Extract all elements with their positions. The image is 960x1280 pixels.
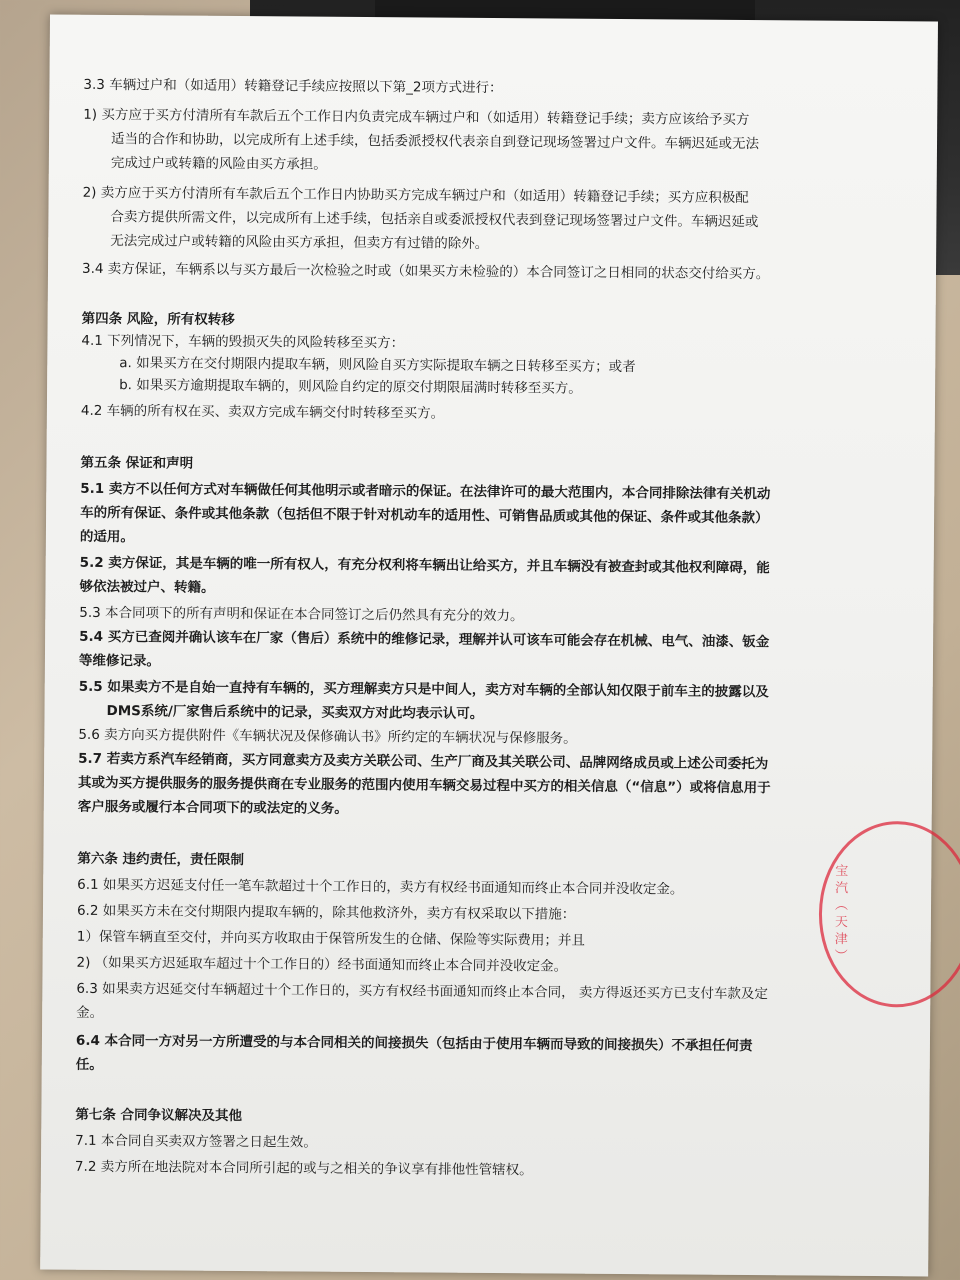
- contract-line: 5.1 卖方不以任何方式对车辆做任何其他明示或者暗示的保证。在法律许可的最大范围内，本合同排除法律有关机动: [80, 480, 771, 503]
- company-seal: [818, 821, 960, 1008]
- contract-line: 6.2 如果买方未在交付期限内提取车辆的，除其他救济外，卖方有权采取以下措施：: [76, 902, 576, 923]
- contract-line: 3.3 车辆过户和（如适用）转籍登记手续应按照以下第_2项方式进行：: [83, 76, 503, 97]
- contract-line: 的适用。: [79, 528, 134, 546]
- contract-line: 2) （如果买方迟延取车超过十个工作日的）经书面通知而终止本合同并没收定金。: [76, 954, 568, 975]
- section-heading: 第七条 合同争议解决及其他: [75, 1106, 243, 1125]
- contract-line: 7.1 本合同自买卖双方签署之日起生效。: [75, 1132, 317, 1151]
- contract-line: 6.3 如果卖方迟延交付车辆超过十个工作日的，买方有权经书面通知而终止本合同， 卖方得返还买方已支付车款及定: [76, 980, 768, 1003]
- contract-line: 7.2 卖方所在地法院对本合同所引起的或与之相关的争议享有排他性管辖权。: [74, 1158, 533, 1179]
- contract-line: 完成过户或转籍的风险由买方承担。: [110, 154, 327, 173]
- contract-line: 等维修记录。: [78, 652, 160, 670]
- contract-line: 6.1 如果买方迟延支付任一笔车款超过十个工作日的，卖方有权经书面通知而终止本合同并没收定金。: [77, 876, 684, 898]
- contract-line: b. 如果买方逾期提取车辆的，则风险自约定的原交付期限届满时转移至买方。: [119, 377, 582, 397]
- seal-text: 宝汽（天津）: [831, 863, 848, 966]
- contract-line: 适当的合作和协助，以完成所有上述手续，包括委派授权代表亲自到登记现场签署过户文件。车辆迟延或无法: [110, 130, 760, 153]
- contract-line: 5.3 本合同项下的所有声明和保证在本合同签订之后仍然具有充分的效力。: [79, 604, 524, 625]
- contract-line: 合卖方提供所需文件，以完成所有上述手续，包括亲自或委派授权代表到登记现场签署过户文件。车辆迟延或: [110, 208, 759, 231]
- contract-line: 1）保管车辆直至交付，并向买方收取由于保管所发生的仓储、保险等实际费用；并且: [76, 928, 585, 949]
- contract-line: 3.4 卖方保证，车辆系以与买方最后一次检验之时或（如果买方未检验的）本合同签订之日相同的状态交付给买方。: [81, 260, 770, 283]
- contract-line: 客户服务或履行本合同项下的或法定的义务。: [77, 798, 348, 817]
- contract-line: 车的所有保证、条件或其他条款（包括但不限于针对机动车的适用性、可销售品质或其他的保证、条件或其他条款）: [80, 504, 769, 527]
- contract-line: 够依法被过户、转籍。: [79, 578, 215, 596]
- section-heading: 第六条 违约责任，责任限制: [77, 850, 245, 869]
- contract-line: a. 如果买方在交付期限内提取车辆，则风险自买方实际提取车辆之日转移至买方；或者: [119, 355, 636, 376]
- contract-line: DMS系统/厂家售后系统中的记录，买卖双方对此均表示认可。: [106, 702, 484, 722]
- contract-line: 1) 买方应于买方付清所有车款后五个工作日内负责完成车辆过户和（如适用）转籍登记手续；卖方应该给予买方: [83, 106, 750, 129]
- contract-line: 金。: [76, 1004, 104, 1021]
- contract-line: 5.6 卖方向买方提供附件《车辆状况及保修确认书》所约定的车辆状况与保修服务。: [78, 726, 577, 747]
- contract-page: [40, 15, 938, 1277]
- contract-line: 4.2 车辆的所有权在买、卖双方完成车辆交付时转移至买方。: [80, 402, 445, 422]
- contract-line: 任。: [75, 1056, 103, 1073]
- contract-line: 4.1 下列情况下，车辆的毁损灭失的风险转移至买方：: [81, 332, 405, 352]
- contract-line: 6.4 本合同一方对另一方所遭受的与本合同相关的间接损失（包括由于使用车辆而导致的间接损失）不承担任何责: [75, 1032, 753, 1055]
- contract-line: 2) 卖方应于买方付清所有车款后五个工作日内协助买方完成车辆过户和（如适用）转籍登记手续；买方应积极配: [82, 184, 749, 207]
- section-heading: 第五条 保证和声明: [80, 454, 194, 472]
- contract-line: 其或为买方提供服务的服务提供商在专业服务的范围内使用车辆交易过程中买方的相关信息（“信息”）或将信息用于: [77, 774, 771, 797]
- contract-line: 5.7 若卖方系汽车经销商，买方同意卖方及卖方关联公司、生产厂商及其关联公司、品牌网络成员或上述公司委托为: [78, 750, 769, 773]
- contract-line: 5.4 买方已查阅并确认该车在厂家（售后）系统中的维修记录，理解并认可该车可能会存在机械、电气、油漆、钣金: [79, 628, 770, 651]
- section-heading: 第四条 风险，所有权转移: [81, 310, 235, 328]
- contract-line: 5.5 如果卖方不是自始一直持有车辆的，买方理解卖方只是中间人，卖方对车辆的全部认知仅限于前车主的披露以及: [78, 678, 769, 701]
- contract-line: 5.2 卖方保证，其是车辆的唯一所有权人，有充分权利将车辆出让给买方，并且车辆没有被查封或其他权利障碍，能: [79, 554, 770, 577]
- contract-line: 无法完成过户或转籍的风险由买方承担，但卖方有过错的除外。: [110, 232, 489, 252]
